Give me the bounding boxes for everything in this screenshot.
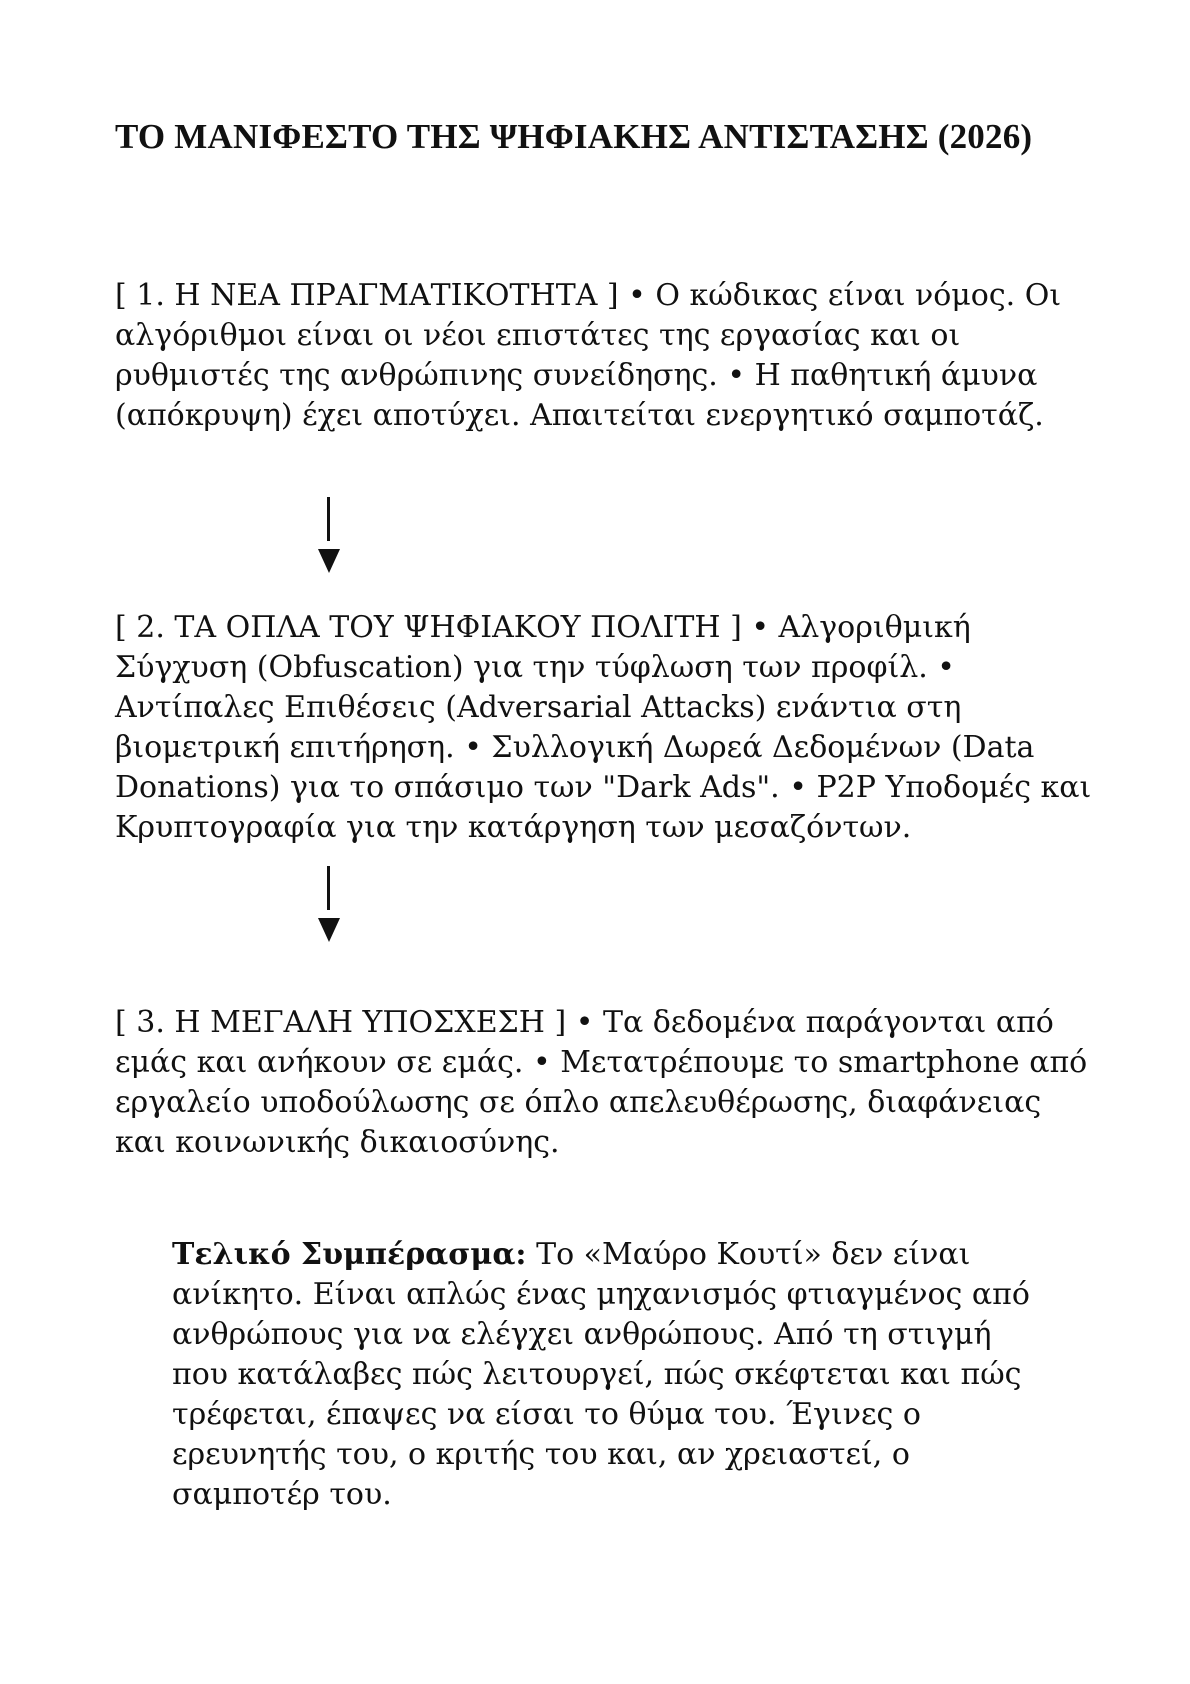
down-arrow-icon [318, 866, 348, 944]
conclusion-text: Το «Μαύρο Κουτί» δεν είναι ανίκητο. Είναι απλώς ένας μηχανισμός φτιαγμένος από ανθρώπους για να ελέγχει ανθρώπους. Από τη στιγμή που κατάλαβες πώς λειτουργεί, πώς σκέφτεται και πώς τρέφεται, έπαψες να είσαι το θύμα του. Έγινες ο ερευνητής του, ο κριτής του και, αν χρειαστεί, ο σαμποτέρ του. [172, 1237, 1030, 1512]
down-arrow-icon [318, 497, 348, 575]
arrow-shaft [327, 497, 330, 541]
conclusion-paragraph [172, 1235, 1052, 1515]
section-new-reality: [ 1. Η ΝΕΑ ΠΡΑΓΜΑΤΙΚΟΤΗΤΑ ] • Ο κώδικας είναι νόμος. Οι αλγόριθμοι είναι οι νέοι επιστάτες της εργασίας και οι ρυθμιστές της ανθρώπινης συνείδησης. • Η παθητική άμυνα (απόκρυψη) έχει αποτύχει. Απαιτείται ενεργητικό σαμποτάζ. [115, 278, 1062, 433]
arrow-head [318, 918, 340, 942]
arrow-shaft [327, 866, 330, 910]
arrow-head [318, 549, 340, 573]
section-great-promise: [ 3. Η ΜΕΓΑΛΗ ΥΠΟΣΧΕΣΗ ] • Τα δεδομένα παράγονται από εμάς και ανήκουν σε εμάς. • Μετατρέπουμε το smartphone από εργαλείο υποδούλωσης σε όπλο απελευθέρωσης, διαφάνειας και κοινωνικής δικαιοσύνης. [115, 1005, 1088, 1160]
section-digital-citizen-weapons: [ 2. ΤΑ ΟΠΛΑ ΤΟΥ ΨΗΦΙΑΚΟΥ ΠΟΛΙΤΗ ] • Αλγοριθμική Σύγχυση (Obfuscation) για την τύφλωση των προφίλ. • Αντίπαλες Επιθέσεις (Adversarial Attacks) ενάντια στη βιομετρική επιτήρηση. • Συλλογική Δωρεά Δεδομένων (Data Donations) για το σπάσιμο των "Dark Ads". • P2P Υποδομές και Κρυπτογραφία για την κατάργηση των μεσαζόντων. [115, 610, 1092, 845]
page-title: ΤΟ ΜΑΝΙΦΕΣΤΟ ΤΗΣ ΨΗΦΙΑΚΗΣ ΑΝΤΙΣΤΑΣΗΣ (2026) [115, 117, 1033, 156]
conclusion-label: Τελικό Συμπέρασμα: [172, 1237, 527, 1272]
